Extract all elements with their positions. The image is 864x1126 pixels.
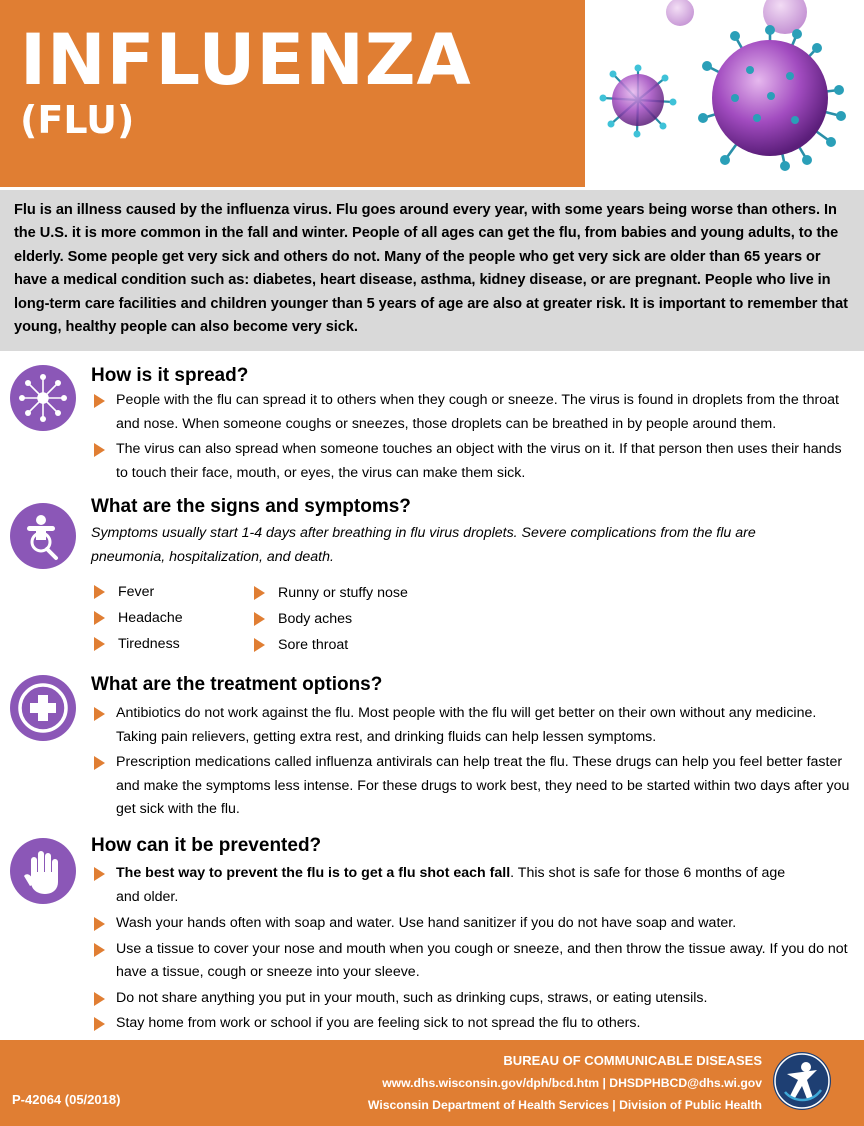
raised-hand-icon — [10, 838, 76, 904]
page-title: INFLUENZA — [20, 19, 472, 101]
bullet-arrow-icon — [94, 394, 105, 408]
bullet-arrow-icon — [94, 992, 105, 1006]
intro-text: Flu is an illness caused by the influenza virus. Flu goes around every year, with some years being worse than others. In the U.S. it is more common in the fall and winter. People of all ages can get the flu, from babies and young adults, to the elderly. Some people get very sick and others do not. Many of the people who get very sick are older than 65 years or have a medical condition such as: diabetes, heart disease, asthma, kidney disease, or are pregnant. People who live in long-term care facilities and children younger than 5 years of age are also at greater risk. It is important to remember that young, healthy people can also become very sick. — [14, 202, 848, 336]
virus-illustration — [585, 0, 864, 187]
list-item: Runny or stuffy nose — [251, 580, 408, 606]
spread-list — [91, 389, 851, 487]
list-item: The virus can also spread when someone touches an object with the virus on it. If that person then uses their hands to touch their face, mouth, or eyes, the virus can make them sick. — [91, 438, 851, 485]
bullet-arrow-icon — [94, 867, 105, 881]
bullet-arrow-icon — [94, 756, 105, 770]
footer-bar — [0, 1040, 864, 1126]
list-item: Sore throat — [251, 632, 408, 658]
title-panel — [0, 0, 585, 187]
bullet-arrow-icon — [254, 586, 265, 600]
list-item: Antibiotics do not work against the flu. Most people with the flu will get better on their own without any medicine. Taking pain relievers, getting extra rest, and drinking fluids can help lessen symptoms. — [91, 702, 851, 749]
intro-panel — [0, 190, 864, 351]
person-figure-icon — [773, 1052, 831, 1110]
header-banner — [0, 0, 864, 187]
magnifier-person-icon — [10, 503, 76, 569]
symptoms-list-right — [251, 580, 408, 658]
list-item: Body aches — [251, 606, 408, 632]
prevention-list — [91, 862, 801, 911]
treatment-list — [91, 702, 851, 824]
symptoms-heading: What are the signs and symptoms? — [91, 496, 411, 517]
symptoms-list-left — [91, 579, 183, 657]
bullet-arrow-icon — [94, 917, 105, 931]
bureau-name: BUREAU OF COMMUNICABLE DISEASES — [503, 1053, 762, 1068]
bullet-arrow-icon — [94, 611, 105, 625]
list-item: Do not share anything you put in your mouth, such as drinking cups, straws, or eating utensils. — [91, 987, 851, 1011]
treatment-heading: What are the treatment options? — [91, 674, 383, 695]
list-item: Headache — [91, 605, 183, 631]
bullet-arrow-icon — [254, 638, 265, 652]
department-name: Wisconsin Department of Health Services | Division of Public Health — [367, 1098, 762, 1112]
list-item: Tiredness — [91, 631, 183, 657]
list-item: Stay home from work or school if you are feeling sick to not spread the flu to others. — [91, 1012, 851, 1036]
footer-contact-block — [368, 1050, 762, 1116]
contact-links[interactable]: www.dhs.wisconsin.gov/dph/bcd.htm | DHSDPHBCD@dhs.wi.gov — [382, 1076, 762, 1090]
bullet-arrow-icon — [94, 637, 105, 651]
prevention-heading: How can it be prevented? — [91, 835, 322, 856]
bullet-arrow-icon — [94, 943, 105, 957]
page-subtitle: (FLU) — [20, 98, 135, 142]
list-item: Wash your hands often with soap and water. Use hand sanitizer if you do not have soap and water. — [91, 912, 851, 936]
network-spread-icon — [10, 365, 76, 431]
dhs-seal-logo — [773, 1052, 831, 1110]
bullet-arrow-icon — [254, 612, 265, 626]
bullet-arrow-icon — [94, 443, 105, 457]
list-item: Use a tissue to cover your nose and mouth when you cough or sneeze, and then throw the tissue away. If you do not have a tissue, cough or sneeze into your sleeve. — [91, 938, 851, 985]
flu-shot-emphasis: The best way to prevent the flu is to get a flu shot each fall — [116, 865, 511, 881]
symptoms-note: Symptoms usually start 1-4 days after breathing in flu virus droplets. Severe complications from the flu are pneumonia, hospitalization, and death. — [91, 525, 756, 565]
list-item: People with the flu can spread it to others when they cough or sneeze. The virus is found in droplets from the throat and nose. When someone coughs or sneezes, those droplets can be breathed in by people around them. — [91, 389, 851, 436]
prevention-list-more — [91, 912, 851, 1038]
spread-heading: How is it spread? — [91, 365, 249, 386]
list-item: Fever — [91, 579, 183, 605]
medical-cross-icon — [10, 675, 76, 741]
publication-number: P-42064 (05/2018) — [12, 1092, 121, 1107]
virus-icon — [585, 0, 864, 187]
bullet-arrow-icon — [94, 707, 105, 721]
list-item: Prescription medications called influenza antivirals can help treat the flu. These drugs can help you feel better faster and make the symptoms less intense. For these drugs to work best, they need to be started within two days after you get sick with the flu. — [91, 751, 851, 822]
bullet-arrow-icon — [94, 1017, 105, 1031]
bullet-arrow-icon — [94, 585, 105, 599]
list-item: The best way to prevent the flu is to get a flu shot each fall. This shot is safe for those 6 months of age and older. — [91, 862, 801, 909]
